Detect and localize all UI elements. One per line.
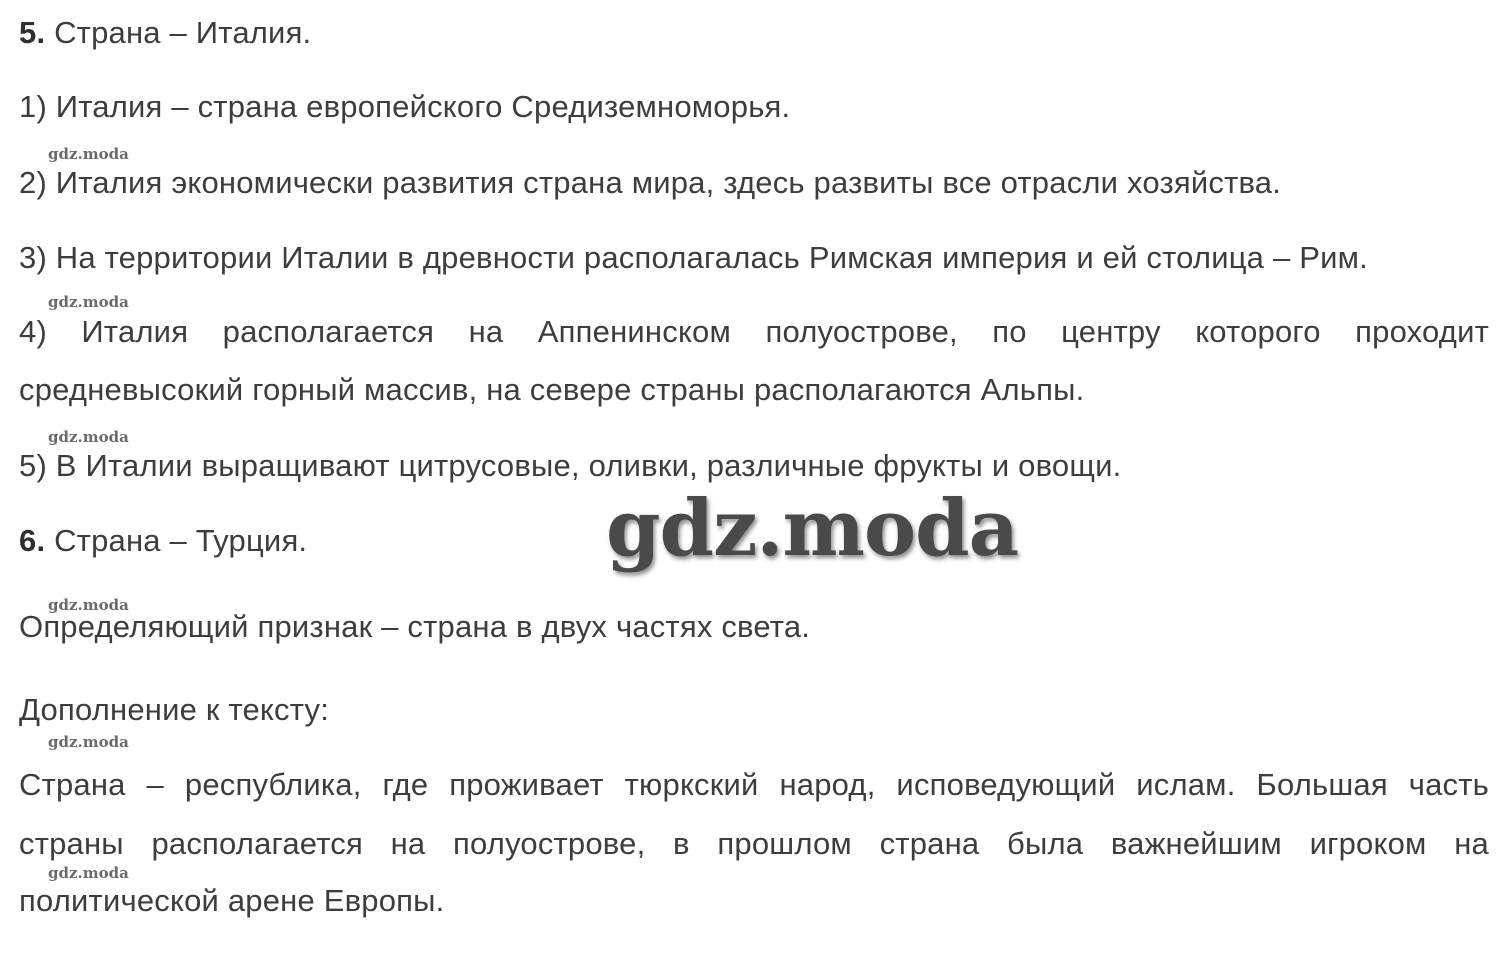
item-5: 5) В Италии выращивают цитрусовые, оливки, различные фрукты и овощи. <box>19 448 1122 483</box>
section-6-title: Страна – Турция. <box>54 523 308 558</box>
addition-line-3: политической арене Европы. <box>19 883 445 918</box>
watermark-small: gdz.moda <box>48 733 129 751</box>
section-5-heading <box>19 13 311 53</box>
item-3: 3) На территории Италии в древности располагалась Римская империя и ей столица – Рим. <box>19 240 1368 275</box>
section-6-heading <box>19 521 307 561</box>
item-1: 1) Италия – страна европейского Средиземноморья. <box>19 89 791 124</box>
defining-feature: Определяющий признак – страна в двух частях света. <box>19 609 811 644</box>
item-4-line-2: средневысокий горный массив, на севере страны располагаются Альпы. <box>19 372 1085 407</box>
watermark-small: gdz.moda <box>48 596 129 614</box>
addition-line-2: страны располагается на полуострове, в прошлом страна была важнейшим игроком на <box>19 826 1489 861</box>
watermark-large: gdz.moda <box>606 483 1019 574</box>
watermark-small: gdz.moda <box>48 145 129 163</box>
watermark-small: gdz.moda <box>48 293 129 311</box>
section-6-number: 6. <box>19 523 46 558</box>
watermark-small: gdz.moda <box>48 864 129 882</box>
addition-line-1: Страна – республика, где проживает тюркский народ, исповедующий ислам. Большая часть <box>19 767 1489 802</box>
item-2: 2) Италия экономически развития страна мира, здесь развиты все отрасли хозяйства. <box>19 165 1282 200</box>
watermark-small: gdz.moda <box>48 428 129 446</box>
section-5-number: 5. <box>19 15 46 50</box>
section-5-title: Страна – Италия. <box>54 15 312 50</box>
item-4-line-1: 4) Италия располагается на Аппенинском полуострове, по центру которого проходит <box>19 314 1489 349</box>
addition-label: Дополнение к тексту: <box>19 692 330 727</box>
